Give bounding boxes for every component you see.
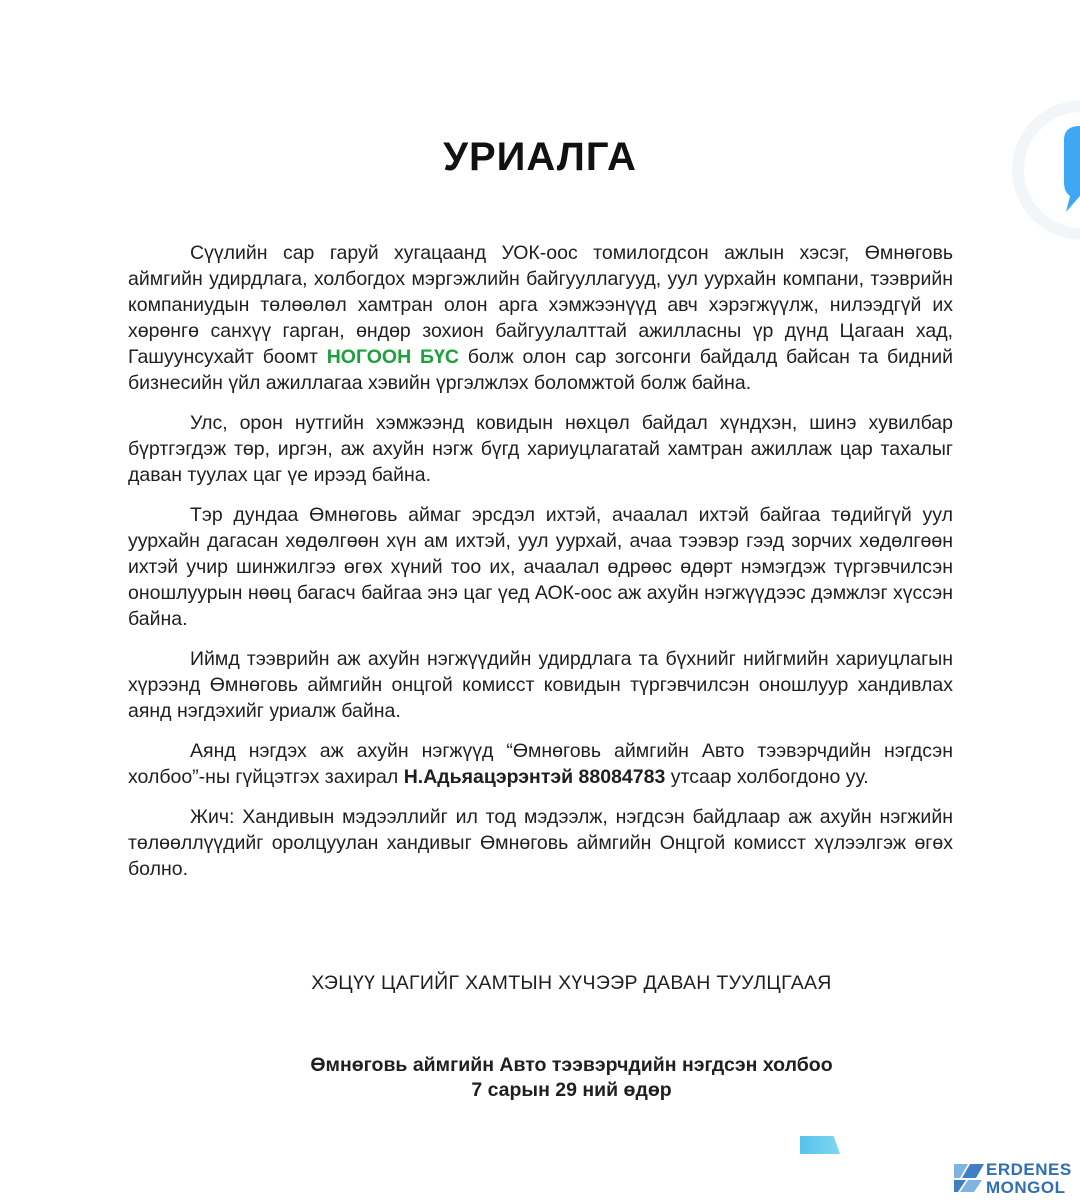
paragraph-1	[128, 240, 953, 396]
paragraph-5-text: Аянд нэгдэх аж ахуйн нэгжүүд “Өмнөговь аймгийн Авто тээвэрчдийн нэгдсэн холбоо”-ны гүйцэтгэх захирал	[128, 740, 953, 788]
paragraph-4: Иймд тээврийн аж ахуйн нэгжүүдийн удирдлага та бүхнийг нийгмийн хариуцлагын хүрээнд Өмнөговь аймгийн онцгой комисст ковидын түргэвчилсэн оношлуур хандивлах аянд нэгдэхийг уриалж байна.	[128, 648, 953, 722]
announcement-body	[128, 240, 953, 896]
contact-info: Н.Адьяацэрэнтэй 88084783	[403, 766, 666, 788]
logo-text-top: ERDENES	[986, 1160, 1072, 1179]
paragraph-5	[128, 738, 953, 790]
paragraph-5-text-end: утсаар холбогдоно уу.	[665, 766, 869, 788]
signature-date: 7 сарын 29 ний өдөр	[471, 1079, 672, 1101]
watermark-stripe	[800, 1136, 840, 1154]
erdenes-mongol-logo	[952, 1160, 1076, 1198]
paragraph-6: Жич: Хандивын мэдээллийг ил тод мэдээлж, нэгдсэн байдлаар аж ахуйн нэгжийн төлөөллүүдийг оролцуулан хандивыг Өмнөговь аймгийн Онцгой комисст хүлээлгэж өгөх болно.	[128, 806, 953, 880]
slogan: ХЭЦҮҮ ЦАГИЙГ ХАМТЫН ХҮЧЭЭР ДАВАН ТУУЛЦГААЯ	[311, 972, 832, 994]
signature-organization: Өмнөговь аймгийн Авто тээвэрчдийн нэгдсэн холбоо	[310, 1054, 833, 1076]
paragraph-2: Улс, орон нутгийн хэмжээнд ковидын нөхцөл байдал хүндхэн, шинэ хувилбар бүртгэгдэж төр, иргэн, аж ахуйн нэгж бүгд хариуцлагатай хамтран ажиллаж цар тахалыг даван туулах цаг үе ирээд байна.	[128, 412, 953, 486]
logo-text-bottom: MONGOL	[986, 1178, 1066, 1197]
paragraph-1-text-end: болж олон сар зогсонги байдалд байсан та бидний бизнесийн үйл ажиллагаа хэвийн үргэлжлэх боломжтой болж байна.	[128, 346, 954, 394]
page-title: УРИАЛГА	[443, 134, 637, 179]
chat-bubble-icon[interactable]	[1000, 100, 1080, 240]
green-zone-highlight: НОГООН БҮС	[326, 346, 459, 368]
paragraph-1-text: Сүүлийн сар гаруй хугацаанд УОК-оос томилогдсон ажлын хэсэг, Өмнөговь аймгийн удирдлага, холбогдох мэргэжлийн байгууллагууд, уул уурхайн компани, тээврийн компаниудын төлөөлөл хамтран олон арга хэмжээнүүд авч хэрэгжүүлж, нилээдгүй их хөрөнгө санхүү гарган, өндөр зохион байгуулалттай ажилласны үр дүнд Цагаан хад, Гашуунсухайт боомт	[128, 242, 953, 368]
paragraph-3: Тэр дундаа Өмнөговь аймаг эрсдэл ихтэй, ачаалал ихтэй байгаа төдийгүй уул уурхайн дагасан хөдөлгөөн хүн ам ихтэй, уул уурхай, ачаа тээвэр гээд зорчих хөдөлгөөн ихтэй учир шинжилгээ өгөх хүний тоо их, ачаалал өдрөөс өдөрт нэмэгдэж түргэвчилсэн оношлуурын нөөц багасч байгаа энэ цаг үед АОК-оос аж ахуйн нэгжүүдээс дэмжлэг хүссэн байна.	[128, 504, 953, 630]
erdenes-mongol-logo-icon	[952, 1162, 986, 1194]
